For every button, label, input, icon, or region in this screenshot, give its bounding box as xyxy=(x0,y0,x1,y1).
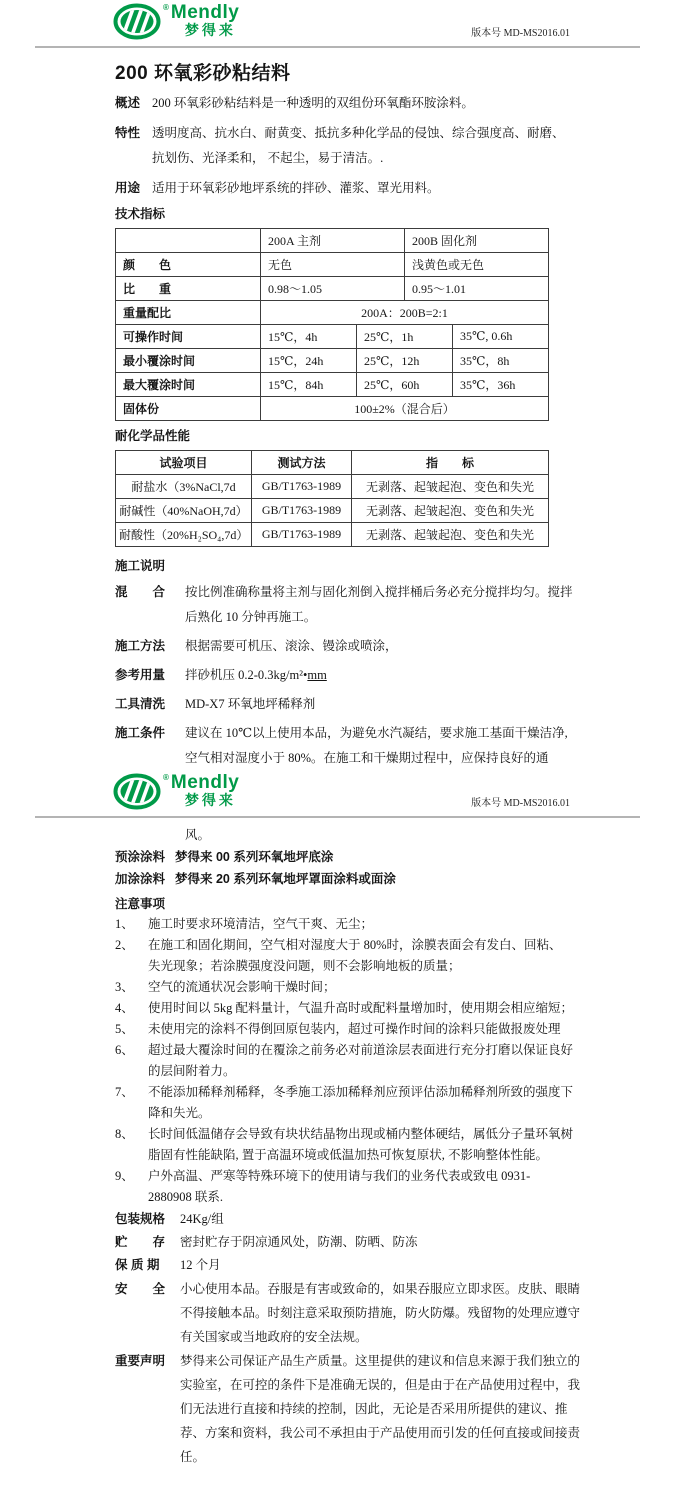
table-cell: 100±2%（混合后） xyxy=(261,397,549,421)
table-cell: 无剥落、起皱起泡、变色和失光 xyxy=(352,499,549,523)
mix-text: 按比例准确称量将主剂与固化剂倒入搅拌桶后务必充分搅拌均匀。搅拌后熟化 10 分钟再施工。 xyxy=(185,585,573,624)
note-number: 1、 xyxy=(115,917,134,931)
brand-mark-icon xyxy=(113,773,163,810)
topcoat-text: 梦得来 20 系列环氧地坪罩面涂料或面涂 xyxy=(175,872,396,886)
dosage-label: 参考用量 xyxy=(115,668,166,682)
table-cell: 最小覆涂时间 xyxy=(116,349,261,373)
feature-label: 特性 xyxy=(115,126,141,140)
table-cell: 25℃，12h xyxy=(357,349,453,373)
dosage-unit: mm xyxy=(307,668,327,682)
note-text: 长时间低温储存会导致有块状结晶物出现或桶内整体硬结，属低分子量环氧树脂固有性能缺陷, 置于高温环境或低温加热可恢复原状, 不影响整体性能。 xyxy=(148,1127,574,1162)
packaging-row xyxy=(115,1208,687,1231)
table-cell: 25℃，60h xyxy=(357,373,453,397)
table-cell: 比 重 xyxy=(116,277,261,301)
table-header-cell: 指 标 xyxy=(352,451,549,475)
page-2 xyxy=(0,770,687,1506)
table-cell: 15℃，24h xyxy=(261,349,357,373)
note-text: 不能添加稀释剂稀释，冬季施工添加稀释剂应预评估添加稀释剂所致的强度下降和失光。 xyxy=(148,1085,574,1120)
chem-resistance-heading: 耐化学品性能 xyxy=(115,429,191,443)
mix-row xyxy=(115,580,687,630)
notes-heading: 注意事项 xyxy=(115,897,166,911)
table-cell: 耐酸性（20%H₂SO₄,7d） xyxy=(116,523,252,547)
note-text: 施工时要求环境清洁，空气干爽、无尘； xyxy=(148,917,374,931)
note-text: 在施工和固化期间，空气相对湿度大于 80%时，涂膜表面会有发白、回粘、失光现象；若涂膜强度没问题，则不会影响地板的质量； xyxy=(148,938,562,973)
storage-text: 密封贮存于阴凉通风处，防潮、防晒、防冻 xyxy=(180,1235,418,1249)
brand-logo xyxy=(113,773,239,810)
table-cell xyxy=(116,229,261,253)
page-header xyxy=(35,0,640,48)
table-cell: 25℃，1h xyxy=(357,325,453,349)
note-number: 7、 xyxy=(115,1085,134,1099)
precoat-label: 预涂涂料 xyxy=(115,850,166,864)
precoat-row xyxy=(115,846,687,868)
table-cell: 35℃，8h xyxy=(453,349,549,373)
brand-logo xyxy=(113,3,239,40)
table-cell: 最大覆涂时间 xyxy=(116,373,261,397)
clean-text: MD-X7 环氧地坪稀释剂 xyxy=(185,697,316,711)
table-cell: GB/T1763-1989 xyxy=(252,499,352,523)
note-item xyxy=(115,977,687,998)
storage-label: 贮 存 xyxy=(115,1235,166,1249)
table-cell: 固体份 xyxy=(116,397,261,421)
tech-spec-table xyxy=(115,228,549,421)
brand-name-chinese: 梦得来 xyxy=(184,22,236,38)
note-item xyxy=(115,1019,687,1040)
table-header-cell: 测试方法 xyxy=(252,451,352,475)
note-item xyxy=(115,998,687,1019)
safety-row xyxy=(115,1277,687,1349)
overview-label: 概述 xyxy=(115,96,141,110)
overview-section xyxy=(115,91,593,116)
table-cell: 35℃, 0.6h xyxy=(453,325,549,349)
version-label: 版本号 MD-MS2016.01 xyxy=(471,798,570,809)
safety-text: 小心使用本品。吞服是有害或致命的，如果吞服应立即求医。皮肤、眼睛不得接触本品。时刻注意采取预防措施，防火防爆。残留物的处理应遵守有关国家或当地政府的安全法规。 xyxy=(180,1282,581,1344)
method-text: 根据需要可机压、滚涂、镘涂或喷涂， xyxy=(185,639,398,653)
table-cell: 200B 固化剂 xyxy=(405,229,549,253)
table-cell: 无剥落、起皱起泡、变色和失光 xyxy=(352,475,549,499)
table-row xyxy=(116,325,549,349)
table-row xyxy=(116,397,549,421)
shelf-life-row xyxy=(115,1254,687,1277)
table-cell: 浅黄色或无色 xyxy=(405,253,549,277)
table-cell: 颜 色 xyxy=(116,253,261,277)
table-cell: 15℃，4h xyxy=(261,325,357,349)
page-header xyxy=(35,770,640,818)
overview-text: 200 环氧彩砂粘结料是一种透明的双组份环氧酯环胺涂料。 xyxy=(152,96,474,110)
method-row xyxy=(115,634,687,659)
note-number: 6、 xyxy=(115,1043,134,1057)
table-row xyxy=(116,349,549,373)
table-cell: 重量配比 xyxy=(116,301,261,325)
chem-resistance-table xyxy=(115,450,549,547)
feature-section xyxy=(115,121,593,171)
clean-label: 工具清洗 xyxy=(115,697,166,711)
table-row xyxy=(116,373,549,397)
note-item xyxy=(115,1082,687,1124)
note-text: 使用时间以 5kg 配料量计，气温升高时或配料量增加时，使用期会相应缩短； xyxy=(148,1001,574,1015)
brand-mark-icon xyxy=(113,3,163,40)
note-text: 未使用完的涂料不得倒回原包装内，超过可操作时间的涂料只能做报废处理 xyxy=(148,1022,561,1036)
table-cell: 0.95～1.01 xyxy=(405,277,549,301)
table-cell: 0.98～1.05 xyxy=(261,277,405,301)
table-cell: 200A：200B=2:1 xyxy=(261,301,549,325)
table-cell: 无色 xyxy=(261,253,405,277)
table-cell: GB/T1763-1989 xyxy=(252,475,352,499)
tech-spec-heading: 技术指标 xyxy=(115,207,166,221)
table-cell: 耐碱性（40%NaOH,7d） xyxy=(116,499,252,523)
condition-row xyxy=(115,721,687,770)
brand-name: Mendly xyxy=(170,2,240,23)
table-row xyxy=(116,229,549,253)
note-number: 5、 xyxy=(115,1022,134,1036)
packaging-label: 包装规格 xyxy=(115,1212,166,1226)
note-item xyxy=(115,1166,687,1208)
table-row xyxy=(116,301,549,325)
page-title: 200 环氧彩砂粘结料 xyxy=(115,63,291,84)
usage-section xyxy=(115,176,593,201)
note-item xyxy=(115,935,687,977)
note-number: 8、 xyxy=(115,1127,134,1141)
statement-label: 重要声明 xyxy=(115,1354,166,1368)
storage-row xyxy=(115,1231,687,1254)
note-number: 9、 xyxy=(115,1169,134,1183)
method-label: 施工方法 xyxy=(115,639,166,653)
table-row xyxy=(116,475,549,499)
note-number: 2、 xyxy=(115,938,134,952)
topcoat-row xyxy=(115,868,687,890)
note-number: 4、 xyxy=(115,1001,134,1015)
table-row xyxy=(116,499,549,523)
dosage-text: 拌砂机压 0.2-0.3kg/m²•mm xyxy=(185,668,327,682)
dosage-row xyxy=(115,663,687,688)
shelf-life-text: 12 个月 xyxy=(180,1258,221,1272)
note-item xyxy=(115,1040,687,1082)
usage-label: 用途 xyxy=(115,181,141,195)
version-label: 版本号 MD-MS2016.01 xyxy=(471,28,570,39)
registered-trademark-icon: ® xyxy=(163,3,169,12)
condition-continuation: 风。 xyxy=(185,828,211,842)
table-cell: GB/T1763-1989 xyxy=(252,523,352,547)
packaging-text: 24Kg/组 xyxy=(180,1212,224,1226)
table-cell: 15℃，84h xyxy=(261,373,357,397)
condition-text: 建议在 10℃以上使用本品，为避免水汽凝结，要求施工基面干燥洁净,空气相对湿度小于 80%。在施工和干燥期过程中，应保持良好的通 xyxy=(185,726,568,765)
statement-row xyxy=(115,1349,687,1469)
table-cell: 无剥落、起皱起泡、变色和失光 xyxy=(352,523,549,547)
feature-text: 透明度高、抗水白、耐黄变、抵抗多种化学品的侵蚀、综合强度高、耐磨、抗划伤、光泽柔和， 不起尘，易于清洁。. xyxy=(152,126,565,165)
construction-heading: 施工说明 xyxy=(115,559,166,573)
note-number: 3、 xyxy=(115,980,134,994)
statement-text: 梦得来公司保证产品生产质量。这里提供的建议和信息来源于我们独立的实验室，在可控的条件下是准确无误的，但是由于在产品使用过程中，我们无法进行直接和持续的控制，因此，无论是否采用所提供的建议、推荐、方案和资料，我公司不承担由于产品使用而引发的任何直接或间接责任。 xyxy=(180,1354,581,1464)
table-row xyxy=(116,523,549,547)
note-text: 超过最大覆涂时间的在覆涂之前务必对前道涂层表面进行充分打磨以保证良好的层间附着力。 xyxy=(148,1043,574,1078)
usage-text: 适用于环氧彩砂地坪系统的拌砂、灌浆、罩光用料。 xyxy=(152,181,440,195)
page1-content xyxy=(0,62,687,770)
clean-row xyxy=(115,692,687,717)
note-text: 户外高温、严寒等特殊环境下的使用请与我们的业务代表或致电 0931-2880908 联系. xyxy=(148,1169,531,1204)
topcoat-label: 加涂涂料 xyxy=(115,872,166,886)
table-row xyxy=(116,451,549,475)
table-row xyxy=(116,277,549,301)
table-cell: 耐盐水（3%NaCl,7d xyxy=(116,475,252,499)
note-item xyxy=(115,1124,687,1166)
table-cell: 35℃，36h xyxy=(453,373,549,397)
note-item xyxy=(115,914,687,935)
table-row xyxy=(116,253,549,277)
condition-label: 施工条件 xyxy=(115,726,166,740)
shelf-life-label: 保 质 期 xyxy=(115,1258,160,1272)
table-cell: 200A 主剂 xyxy=(261,229,405,253)
brand-name: Mendly xyxy=(170,772,240,793)
table-cell: 可操作时间 xyxy=(116,325,261,349)
page2-content xyxy=(0,824,687,1469)
table-header-cell: 试验项目 xyxy=(116,451,252,475)
safety-label: 安 全 xyxy=(115,1282,166,1296)
mix-label: 混 合 xyxy=(115,585,166,599)
brand-name-chinese: 梦得来 xyxy=(184,792,236,808)
precoat-text: 梦得来 00 系列环氧地坪底涂 xyxy=(175,850,334,864)
registered-trademark-icon: ® xyxy=(163,773,169,782)
note-text: 空气的流通状况会影响干燥时间； xyxy=(148,980,336,994)
